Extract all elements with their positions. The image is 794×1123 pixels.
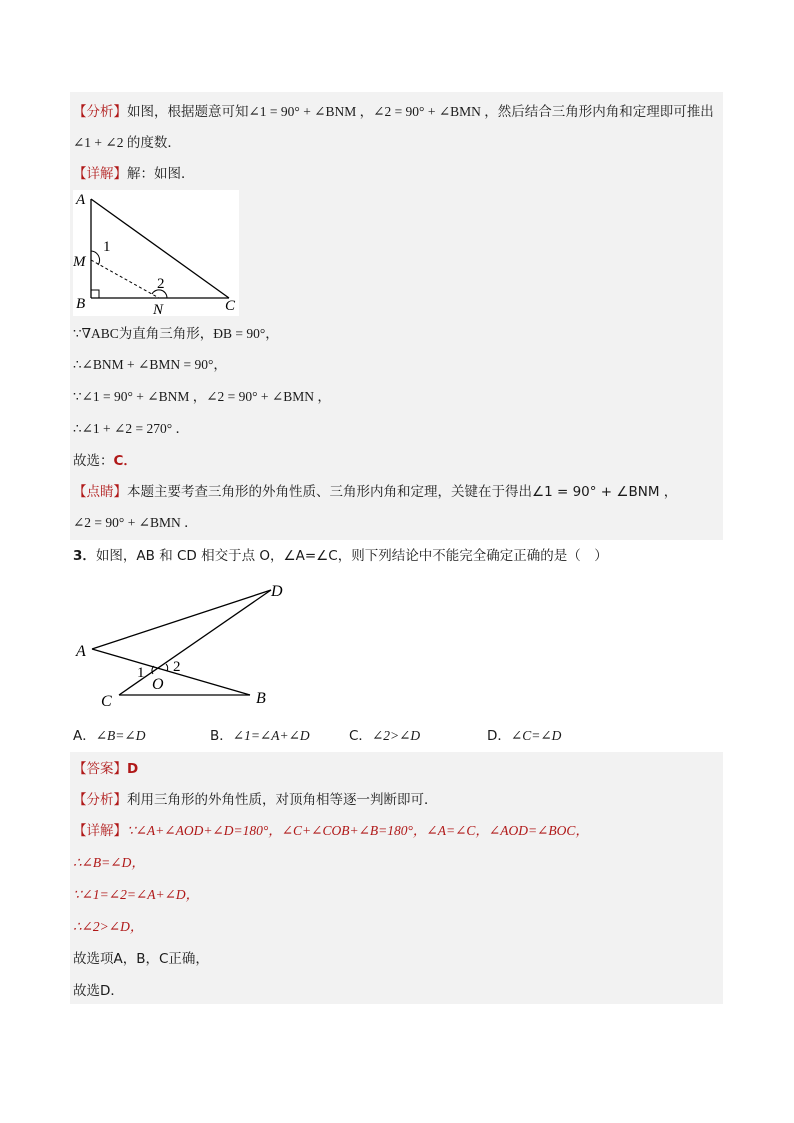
comment-tag: 【点睛】 xyxy=(73,484,127,500)
segment-ad xyxy=(92,590,271,649)
choose-label: 故选： xyxy=(73,453,114,469)
comment-line-1 xyxy=(73,482,677,502)
q3-detail-tag: 【详解】 xyxy=(73,823,127,839)
answer-line xyxy=(73,759,138,779)
q3-analysis-tag: 【分析】 xyxy=(73,792,127,808)
comment-text-1: 本题主要考查三角形的外角性质、三角形内角和定理，关键在于得出∠1 = 90° + ∠BNM ， xyxy=(127,484,678,500)
label-angle-1: 1 xyxy=(103,239,111,255)
q3-detail-line-4: ∴∠2>∠D， xyxy=(73,919,144,934)
label-a: A xyxy=(76,192,86,208)
label-angle-2: 2 xyxy=(157,276,165,292)
q3-detail-line-3: ∵∠1=∠2=∠A+∠D， xyxy=(73,887,200,902)
option-c-key: C． xyxy=(349,728,372,744)
question-3-stem xyxy=(73,546,608,566)
q3-detail-text-1: ∵∠A+∠AOD+∠D=180°，∠C+∠COB+∠B=180°，∠A=∠C，∠AOD=∠BOC， xyxy=(127,823,589,838)
option-a[interactable] xyxy=(73,726,145,746)
option-d[interactable] xyxy=(487,726,561,746)
choose-line xyxy=(73,451,137,471)
option-c-text: ∠2>∠D xyxy=(371,728,421,743)
label-angle-2: 2 xyxy=(173,659,181,675)
q3-detail-line-2: ∴∠B=∠D， xyxy=(73,855,145,870)
q3-detail-line-5: 故选项A，B，C正确， xyxy=(73,951,209,967)
choose-value: C． xyxy=(113,453,137,469)
label-angle-1: 1 xyxy=(137,665,145,681)
right-triangle-figure xyxy=(73,190,239,316)
step-3: ∵∠1 = 90° + ∠BNM ，∠2 = 90° + ∠BMN ， xyxy=(73,389,331,404)
solution-2-panel xyxy=(70,92,723,540)
label-d: D xyxy=(271,583,283,600)
label-a: A xyxy=(76,643,86,660)
question-number: 3． xyxy=(73,548,96,564)
question-text: 如图，AB 和 CD 相交于点 O，∠A=∠C，则下列结论中不能完全确定正确的是（ ） xyxy=(95,548,608,564)
analysis-tag: 【分析】 xyxy=(73,104,127,120)
option-b-text: ∠1=∠A+∠D xyxy=(232,728,310,743)
comment-line-2: ∠2 = 90° + ∠BMN ． xyxy=(73,515,198,530)
option-c[interactable] xyxy=(349,726,420,746)
q3-detail-line-6: 故选D． xyxy=(73,983,124,999)
q3-analysis-text: 利用三角形的外角性质，对顶角相等逐一判断即可． xyxy=(127,792,438,808)
label-n: N xyxy=(153,302,164,316)
detail-tag: 【详解】 xyxy=(73,166,127,182)
label-m: M xyxy=(73,254,86,270)
step-4: ∴∠1 + ∠2 = 270° ． xyxy=(73,421,189,436)
analysis-text-1: 如图，根据题意可知∠1 = 90° + ∠BNM ，∠2 = 90° + ∠BMN ，然后结合三角形内角和定理即可推出 xyxy=(127,104,714,119)
step-2: ∴∠BNM + ∠BMN = 90°， xyxy=(73,357,227,372)
option-b[interactable] xyxy=(210,726,310,746)
option-a-text: ∠B=∠D xyxy=(95,728,146,743)
step-1: ∵∇ABC为直角三角形，ÐB = 90°， xyxy=(73,326,279,341)
label-c: C xyxy=(225,298,236,314)
segment-ab xyxy=(92,649,250,695)
option-d-text: ∠C=∠D xyxy=(510,728,562,743)
analysis-line-2: ∠1 + ∠2 的度数． xyxy=(73,135,181,150)
answer-value: D xyxy=(127,761,139,777)
detail-line xyxy=(73,164,195,184)
label-b: B xyxy=(256,690,266,707)
option-a-key: A． xyxy=(73,728,96,744)
option-d-key: D． xyxy=(487,728,511,744)
intersecting-lines-figure xyxy=(73,578,303,714)
analysis-line-1 xyxy=(73,102,714,122)
label-b: B xyxy=(76,296,86,312)
q3-analysis-line xyxy=(73,790,438,810)
option-b-key: B． xyxy=(210,728,233,744)
label-o: O xyxy=(152,676,164,693)
q3-detail-line-1 xyxy=(73,821,589,841)
figure-background xyxy=(73,190,239,316)
detail-text: 解：如图． xyxy=(127,166,195,182)
label-c: C xyxy=(101,693,112,710)
answer-tag: 【答案】 xyxy=(73,761,127,777)
